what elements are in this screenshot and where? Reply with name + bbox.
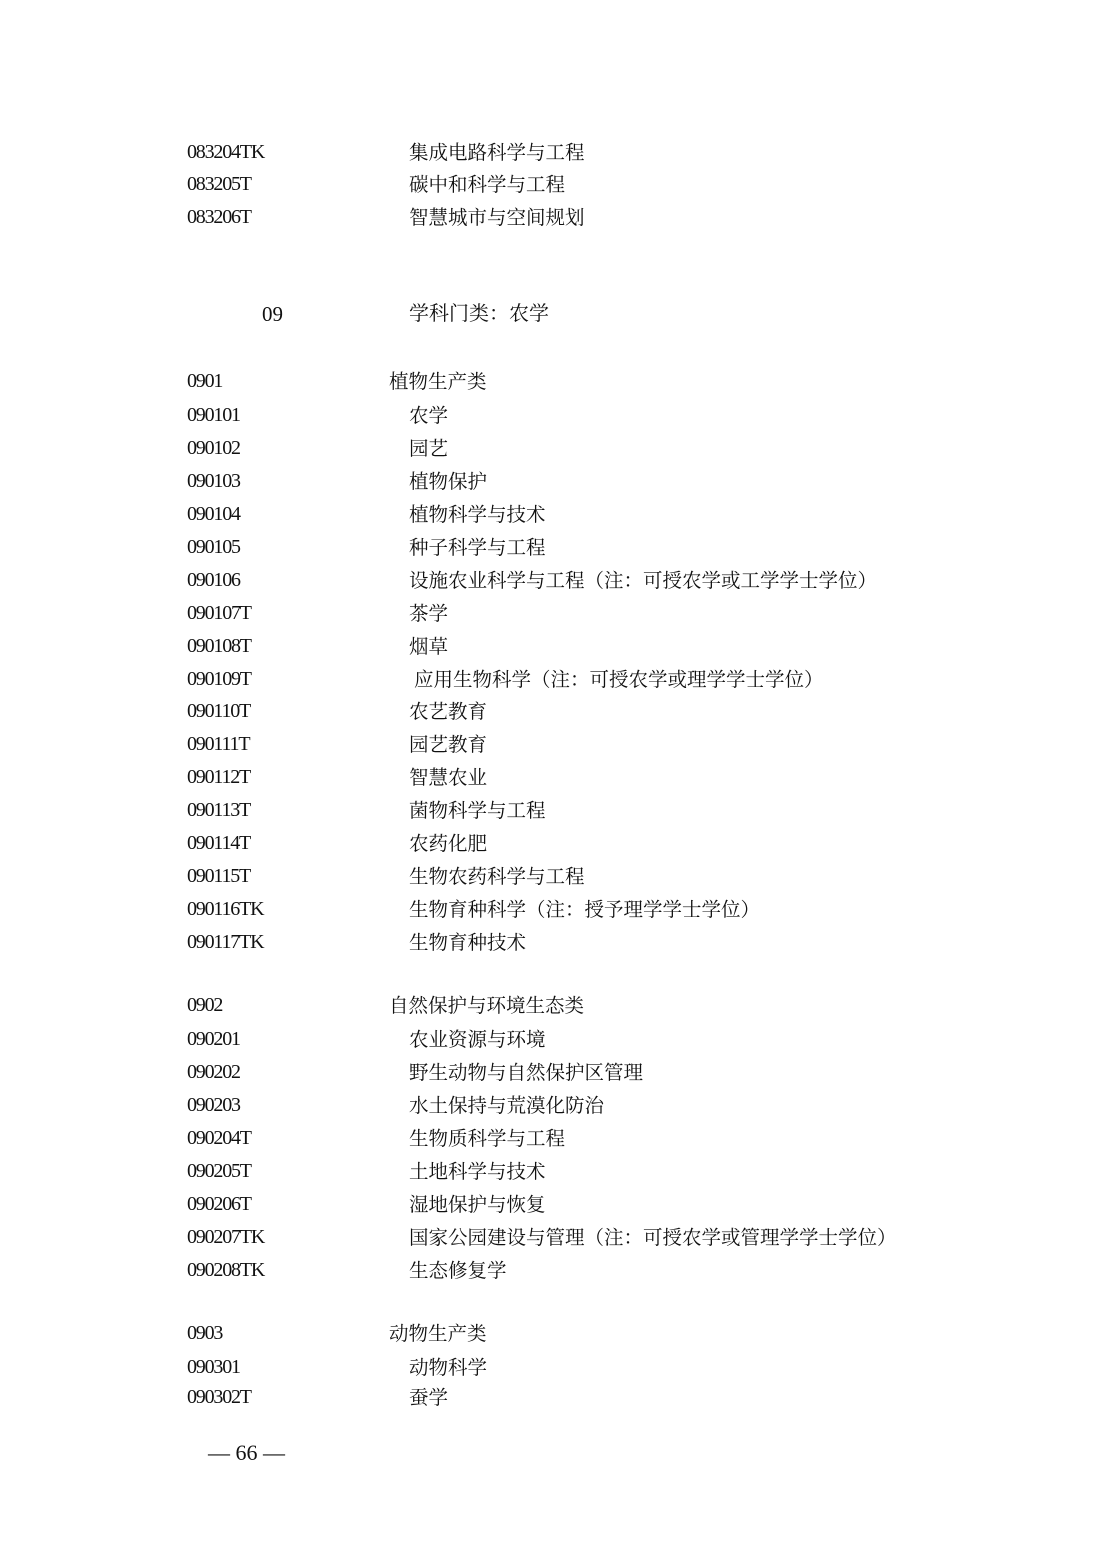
- major-code: 090207TK: [187, 1226, 265, 1248]
- major-code: 090109T: [187, 668, 251, 690]
- table-row: [0, 1192, 1102, 1222]
- table-row: [0, 535, 1102, 565]
- table-row: [0, 140, 1102, 170]
- major-name: 蚕学: [409, 1386, 449, 1409]
- table-row: [0, 798, 1102, 828]
- group-code: 0903: [187, 1322, 223, 1344]
- major-name: 农业资源与环境: [409, 1028, 546, 1051]
- major-name: 农学: [409, 404, 449, 427]
- major-name: 湿地保护与恢复: [409, 1193, 546, 1216]
- table-row: [0, 699, 1102, 729]
- major-name: 烟草: [409, 635, 449, 658]
- major-code: 083204TK: [187, 141, 265, 163]
- table-row: [0, 765, 1102, 795]
- table-row: [0, 601, 1102, 631]
- table-row: [0, 930, 1102, 960]
- major-name: 野生动物与自然保护区管理: [409, 1061, 644, 1084]
- table-row: [0, 634, 1102, 664]
- major-name: 智慧城市与空间规划: [409, 206, 585, 229]
- major-code: 090104: [187, 503, 240, 525]
- major-code: 090113T: [187, 799, 251, 821]
- major-code: 090114T: [187, 832, 251, 854]
- group-heading: [0, 993, 1102, 1023]
- major-code: 090116TK: [187, 898, 264, 920]
- major-code: 090112T: [187, 766, 251, 788]
- category-label: 学科门类：农学: [409, 301, 549, 325]
- category-code: 09: [262, 302, 283, 326]
- table-row: [0, 1258, 1102, 1288]
- table-row: [0, 502, 1102, 532]
- major-code: 090301: [187, 1356, 240, 1378]
- table-row: [0, 172, 1102, 202]
- group-name: 动物生产类: [389, 1322, 487, 1345]
- table-row: [0, 1027, 1102, 1057]
- group-code: 0902: [187, 994, 223, 1016]
- major-code: 090103: [187, 470, 240, 492]
- group-heading: [0, 369, 1102, 399]
- major-name: 智慧农业: [409, 766, 488, 789]
- table-row: [0, 667, 1102, 697]
- group-code: 0901: [187, 370, 223, 392]
- table-row: [0, 1093, 1102, 1123]
- group-name: 自然保护与环境生态类: [389, 994, 585, 1017]
- major-name: 设施农业科学与工程（注：可授农学或工学学士学位）: [409, 569, 878, 592]
- major-code: 090201: [187, 1028, 240, 1050]
- major-name: 农艺教育: [409, 700, 488, 723]
- major-code: 090208TK: [187, 1259, 265, 1281]
- major-name: 土地科学与技术: [409, 1160, 546, 1183]
- major-name: 碳中和科学与工程: [409, 173, 566, 196]
- major-code: 090110T: [187, 700, 251, 722]
- table-row: [0, 864, 1102, 894]
- table-row: [0, 1355, 1102, 1385]
- table-row: [0, 1225, 1102, 1255]
- major-name: 国家公园建设与管理（注：可授农学或管理学学士学位）: [409, 1226, 897, 1249]
- major-code: 090101: [187, 404, 240, 426]
- major-code: 090205T: [187, 1160, 251, 1182]
- major-name: 生物育种科学（注：授予理学学士学位）: [409, 898, 761, 921]
- major-name: 种子科学与工程: [409, 536, 546, 559]
- major-code: 090302T: [187, 1386, 251, 1408]
- major-code: 090111T: [187, 733, 250, 755]
- major-name: 园艺: [409, 437, 449, 460]
- major-name: 农药化肥: [409, 832, 488, 855]
- major-code: 090106: [187, 569, 240, 591]
- major-name: 动物科学: [409, 1356, 488, 1379]
- major-code: 090206T: [187, 1193, 251, 1215]
- major-name: 园艺教育: [409, 733, 488, 756]
- major-name: 菌物科学与工程: [409, 799, 546, 822]
- major-name: 生态修复学: [409, 1259, 507, 1282]
- major-code: 090102: [187, 437, 240, 459]
- category-heading: [0, 300, 1102, 330]
- group-heading: [0, 1321, 1102, 1351]
- major-code: 090105: [187, 536, 240, 558]
- major-code: 090117TK: [187, 931, 264, 953]
- table-row: [0, 469, 1102, 499]
- major-code: 090203: [187, 1094, 240, 1116]
- major-name: 茶学: [409, 602, 449, 625]
- major-name: 植物保护: [409, 470, 488, 493]
- table-row: [0, 1385, 1102, 1415]
- table-row: [0, 403, 1102, 433]
- major-code: 090115T: [187, 865, 251, 887]
- table-row: [0, 568, 1102, 598]
- major-code: 090202: [187, 1061, 240, 1083]
- major-name: 生物农药科学与工程: [409, 865, 585, 888]
- major-name: 生物育种技术: [409, 931, 527, 954]
- table-row: [0, 732, 1102, 762]
- table-row: [0, 831, 1102, 861]
- table-row: [0, 205, 1102, 235]
- major-name: 生物质科学与工程: [409, 1127, 566, 1150]
- major-code: 083206T: [187, 206, 251, 228]
- table-row: [0, 1126, 1102, 1156]
- page-number: — 66 —: [208, 1440, 285, 1465]
- major-name: 植物科学与技术: [409, 503, 546, 526]
- table-row: [0, 436, 1102, 466]
- major-code: 090108T: [187, 635, 251, 657]
- table-row: [0, 1060, 1102, 1090]
- table-row: [0, 1159, 1102, 1189]
- major-code: 090107T: [187, 602, 251, 624]
- major-name: 集成电路科学与工程: [409, 141, 585, 164]
- table-row: [0, 897, 1102, 927]
- major-code: 083205T: [187, 173, 251, 195]
- major-name: 应用生物科学（注：可授农学或理学学士学位）: [414, 668, 824, 691]
- major-code: 090204T: [187, 1127, 251, 1149]
- major-name: 水土保持与荒漠化防治: [409, 1094, 605, 1117]
- group-name: 植物生产类: [389, 370, 487, 393]
